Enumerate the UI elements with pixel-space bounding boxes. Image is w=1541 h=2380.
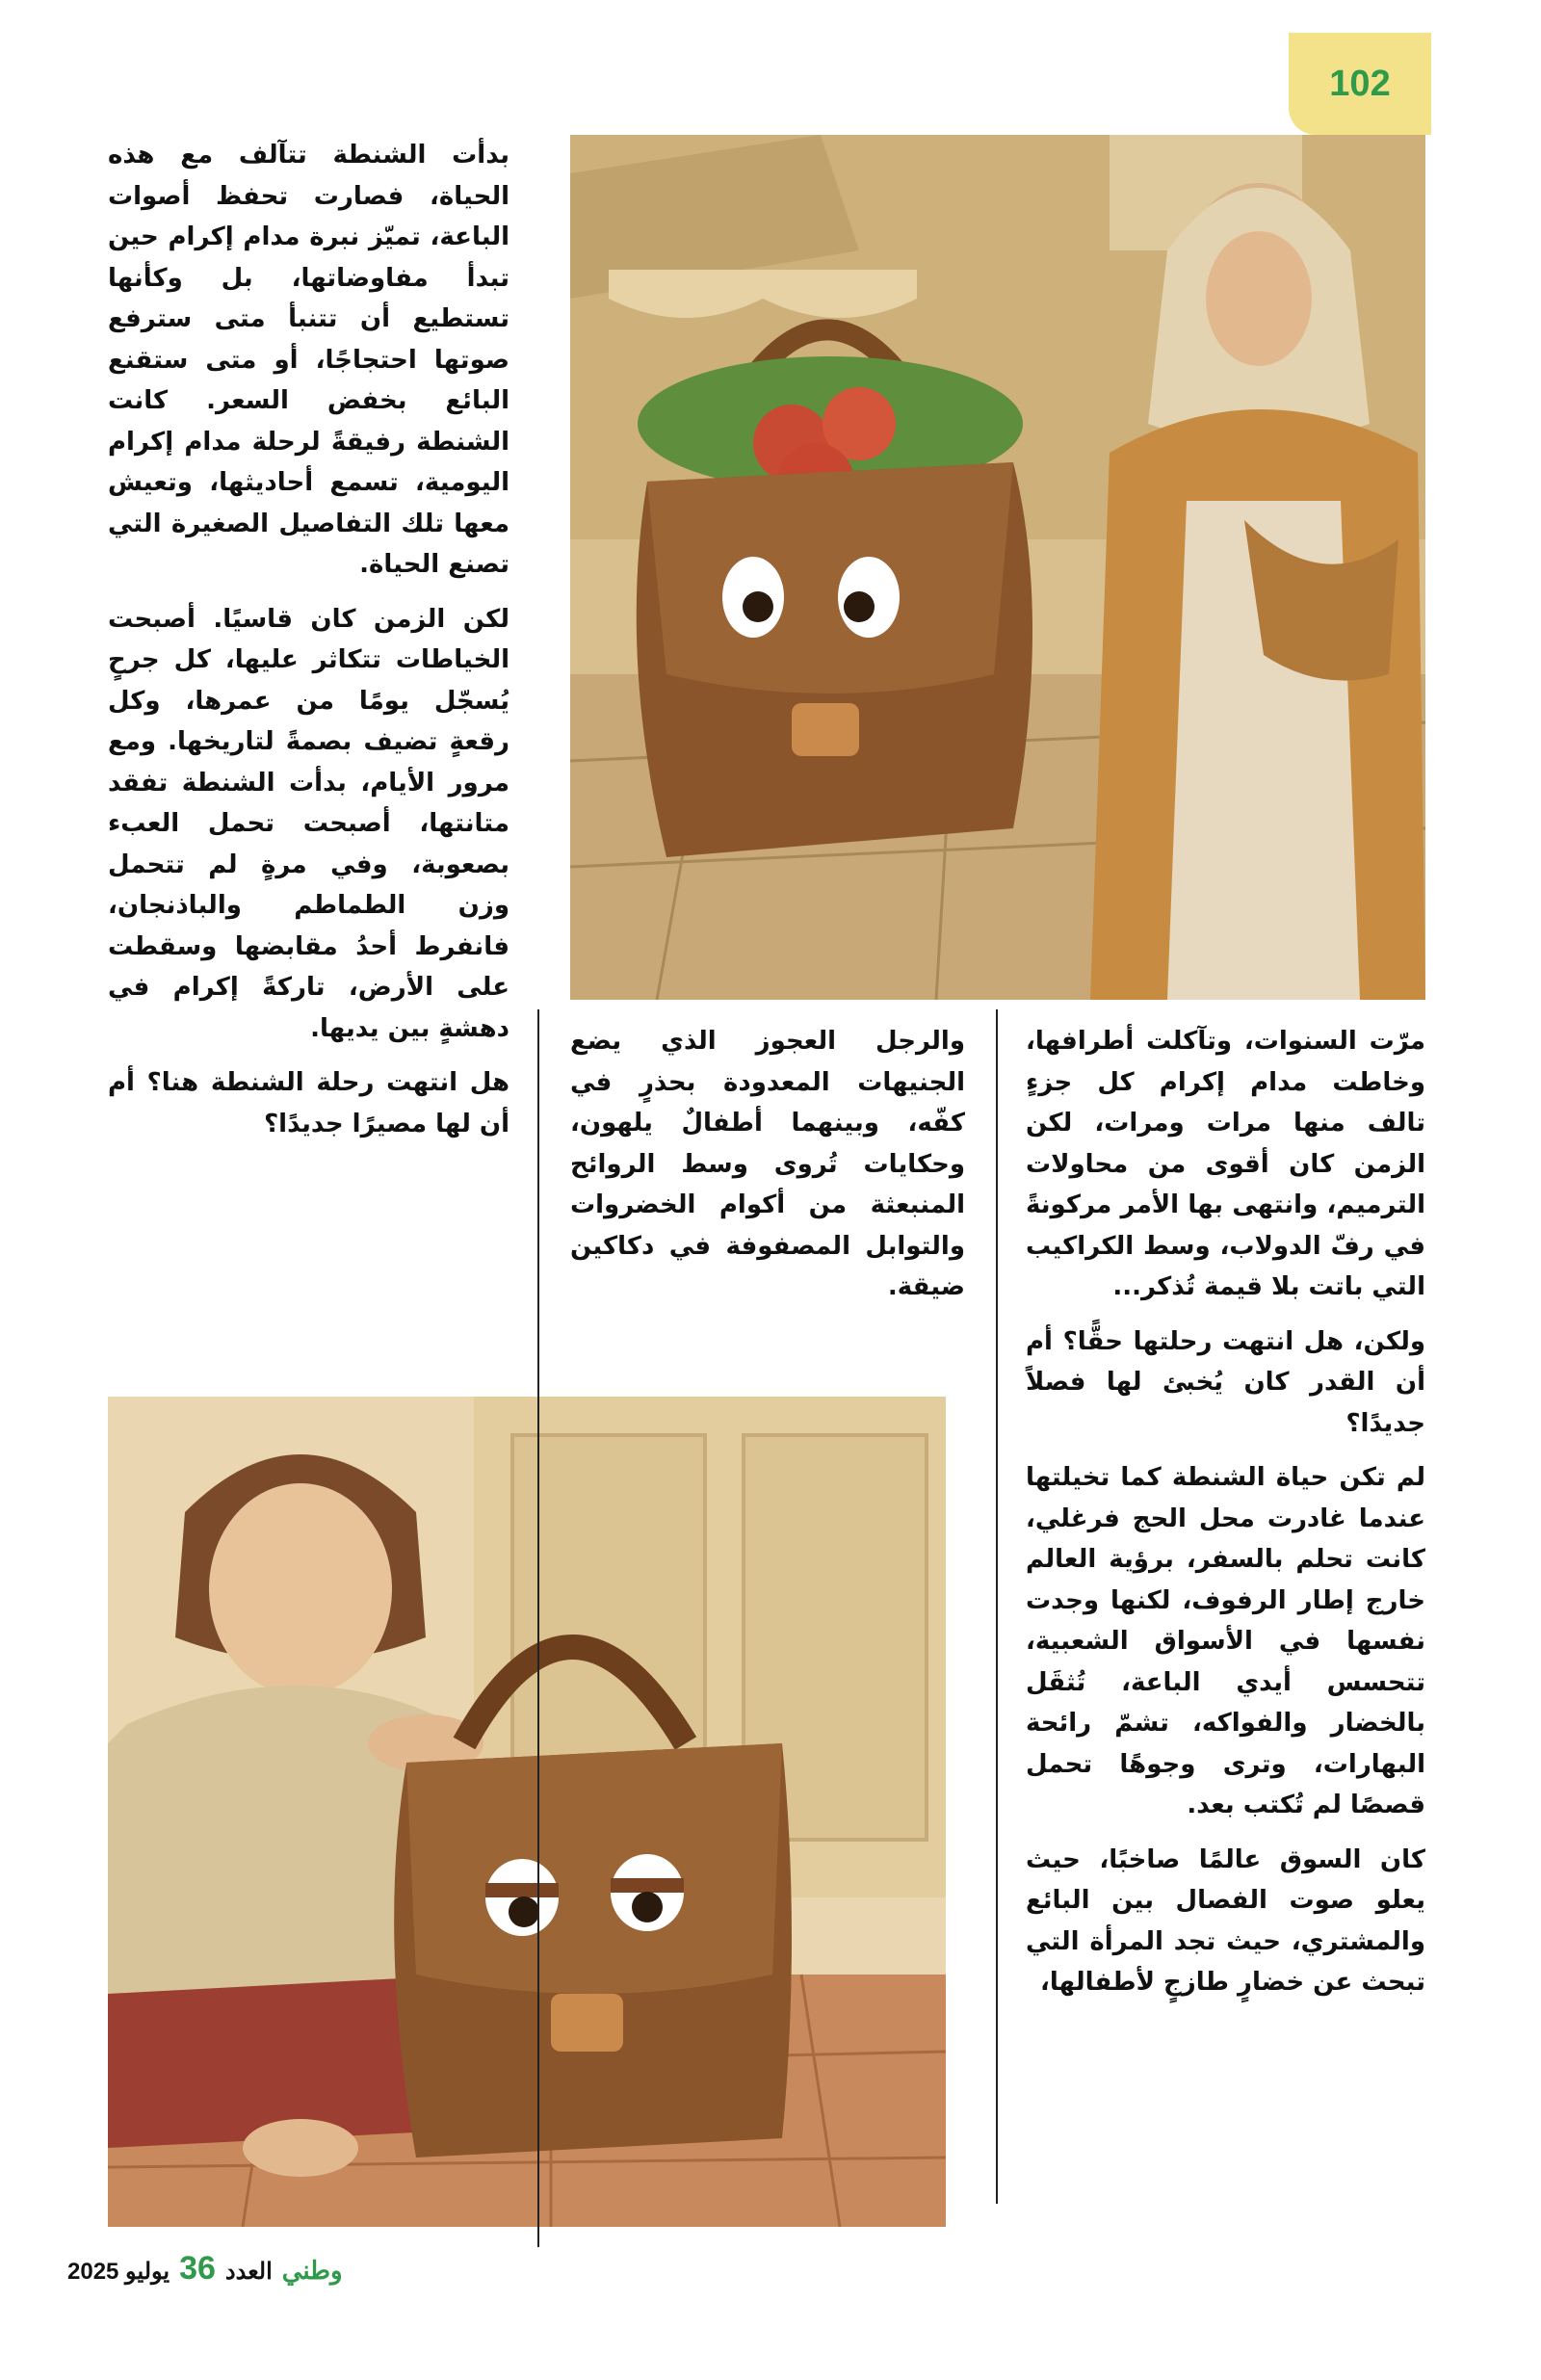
paragraph: ولكن، هل انتهت رحلتها حقًّا؟ أم أن القدر كان يُخبئ لها فصلاً جديدًا؟ [1026,1326,1425,1438]
paragraph: هل انتهت رحلة الشنطة هنا؟ أم أن لها مصيرًا جديدًا؟ [108,1068,509,1138]
market-bag-illustration [570,135,1425,1000]
paragraph: والرجل العجوز الذي يضع الجنيهات المعدودة بحذرٍ في كفّه، وبينهما أطفالٌ يلهون، وحكايات تُروى وسط الروائح المنبعثة من أكوام الخضروات والتوابل المصفوفة في دكاكين ضيقة. [570,1027,965,1301]
text-column-left [108,135,509,1158]
paragraph: بدأت الشنطة تتآلف مع هذه الحياة، فصارت تحفظ أصوات الباعة، تميّز نبرة مدام إكرام حين تبدأ مفاوضاتها، بل وكأنها تستطيع أن تتنبأ متى سترفع صوتها احتجاجًا، أو متى ستقنع البائع بخفض السعر. كانت الشنطة رفيقةً لرحلة مدام إكرام اليومية، تسمع أحاديثها، وتعيش معها تلك التفاصيل الصغيرة التي تصنع الحياة. [108,141,509,579]
issue-number: 36 [179,2250,216,2287]
column-divider [537,1009,539,2247]
text-column-middle [570,1021,965,1321]
page-footer [67,2250,343,2288]
issue-date: يوليو 2025 [67,2259,170,2285]
paragraph: لم تكن حياة الشنطة كما تخيلتها عندما غادرت محل الحج فرغلي، كانت تحلم بالسفر، برؤية العالم خارج إطار الرفوف، لكنها وجدت نفسها في الأسواق الشعبية، تتحسس أيدي الباعة، تُثقَل بالخضار والفواكه، تشمّ رائحة البهارات، وترى وجوهًا تحمل قصصًا لم تُكتب بعد. [1026,1463,1425,1819]
page-number: 102 [1289,33,1431,135]
issue-label: العدد [224,2259,273,2285]
column-divider [996,1009,998,2204]
fallen-bag-illustration [108,1397,946,2227]
text-column-right [1026,1021,1425,2017]
paragraph: كان السوق عالمًا صاخبًا، حيث يعلو صوت الفصال بين البائع والمشتري، حيث تجد المرأة التي تبحث عن خضارٍ طازجٍ لأطفالها، [1026,1844,1425,1997]
paragraph: لكن الزمن كان قاسيًا. أصبحت الخياطات تتكاثر عليها، كل جرحٍ يُسجّل يومًا من عمرها، وكل رقعةٍ تضيف بصمةً لتاريخها. ومع مرور الأيام، بدأت الشنطة تفقد متانتها، أصبحت تحمل العبء بصعوبة، وفي مرةٍ لم تتحمل وزن الطماطم والباذنجان، فانفرط أحدُ مقابضها وسقطت على الأرض، تاركةً إكرام في دهشةٍ بين يديها. [108,604,509,1043]
magazine-name: وطني [281,2256,343,2285]
paragraph: مرّت السنوات، وتآكلت أطرافها، وخاطت مدام إكرام كل جزءٍ تالف منها مرات ومرات، لكن الزمن كان أقوى من محاولات الترميم، وانتهى بها الأمر مركونةً في رفّ الدولاب، وسط الكراكيب التي باتت بلا قيمة تُذكر... [1026,1027,1425,1301]
